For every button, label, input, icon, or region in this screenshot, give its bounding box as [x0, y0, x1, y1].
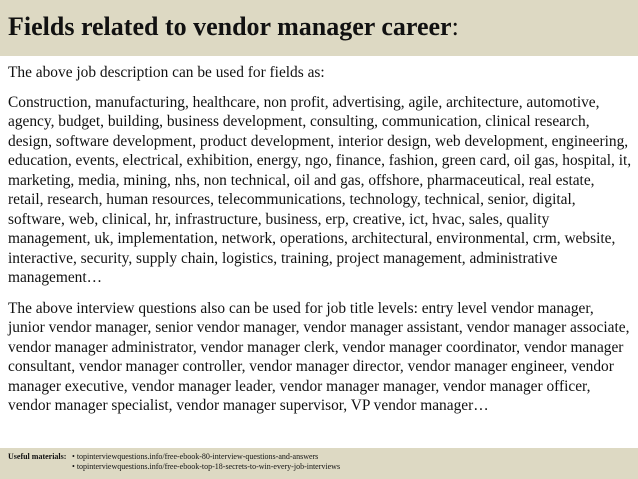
fields-paragraph: Construction, manufacturing, healthcare, non profit, advertising, agile, architecture, automotive, agency, budget, building, business development, consulting, communication, clinical research, design, software development, product development, interior design, web development, engineering, education, events, electrical, exhibition, energy, ngo, finance, fashion, green card, oil gas, hospital, it, marketing, media, mining, nhs, non technical, oil and gas, offshore, pharmaceutical, real estate, retail, research, human resources, telecommunications, technology, technical, senior, digital, software, web, clinical, hr, infrastructure, business, erp, creative, ict, hvac, sales, quality management, uk, implementation, network, operations, architectural, environmental, crm, website, interactive, security, supply chain, logistics, training, project management, administrative management…	[8, 93, 632, 286]
footer-link-item	[72, 452, 340, 462]
title-bar	[0, 0, 638, 56]
bullet-icon: •	[72, 462, 75, 471]
slide-title	[8, 12, 638, 42]
job-levels-paragraph: The above interview questions also can be used for job title levels: entry level vendor manager, junior vendor manager, senior vendor manager, vendor manager assistant, vendor manager associate, vendor manager administrator, vendor manager clerk, vendor manager coordinator, vendor manager consultant, vendor manager controller, vendor manager director, vendor manager engineer, vendor manager executive, vendor manager leader, vendor manager manager, vendor manager officer, vendor manager specialist, vendor manager supervisor, VP vendor manager…	[8, 299, 630, 414]
footer-links	[72, 452, 340, 472]
slide-title-text: Fields related to vendor manager career	[8, 12, 452, 41]
slide-title-colon: :	[451, 12, 459, 41]
bullet-icon: •	[72, 452, 75, 461]
footer-link-ebook-80-questions[interactable]: topinterviewquestions.info/free-ebook-80-interview-questions-and-answers	[76, 452, 319, 461]
footer-label: Useful materials:	[8, 452, 67, 461]
footer-bar	[0, 448, 638, 479]
footer-link-ebook-18-secrets[interactable]: topinterviewquestions.info/free-ebook-top-18-secrets-to-win-every-job-interviews	[76, 462, 341, 471]
intro-paragraph: The above job description can be used for fields as:	[8, 64, 325, 81]
slide-body	[8, 63, 632, 416]
footer-link-item	[72, 462, 340, 472]
